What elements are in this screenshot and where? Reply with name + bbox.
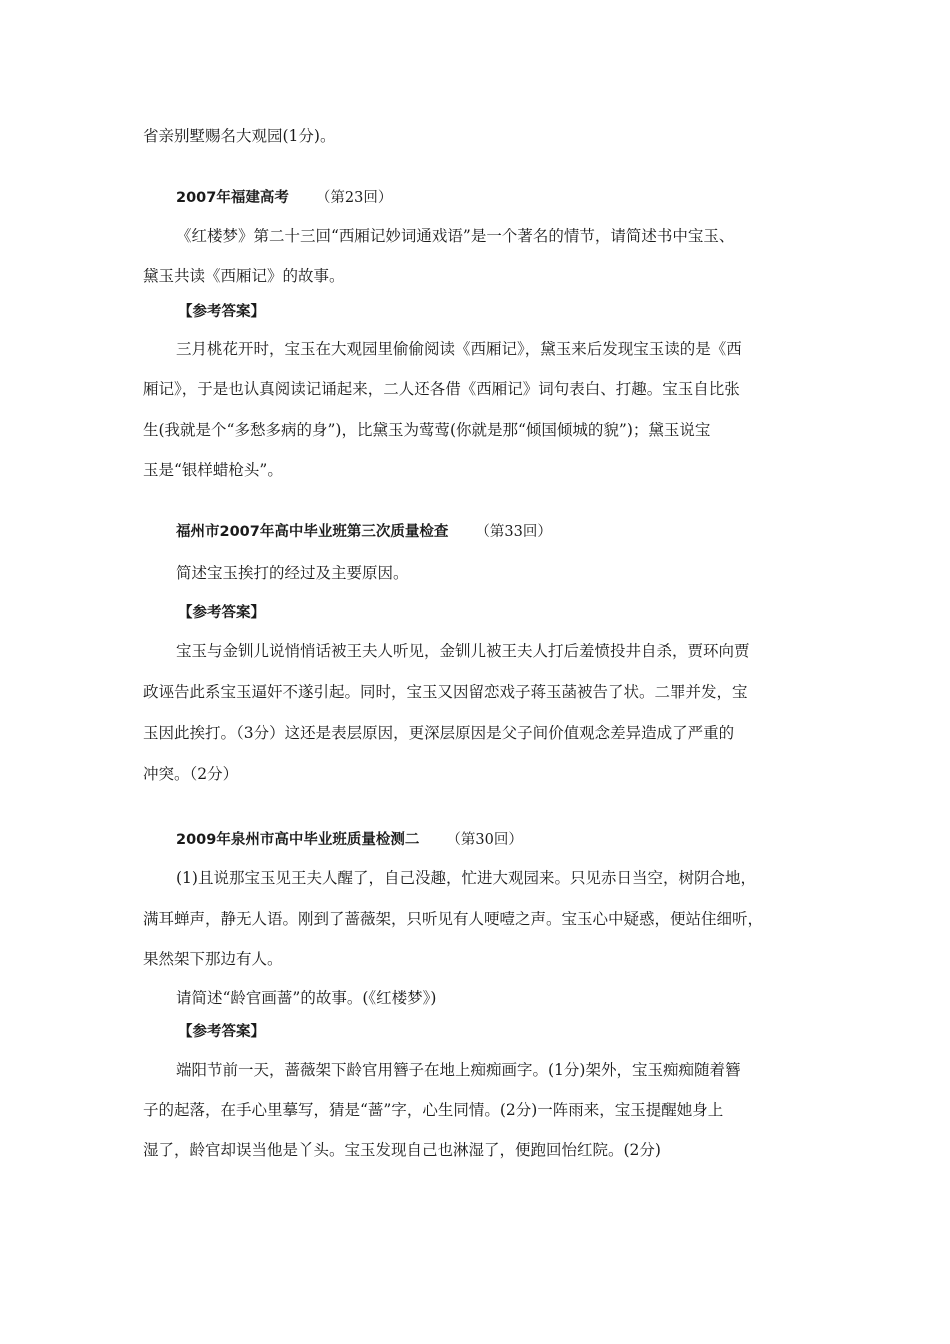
answer-label: 【参考答案】 bbox=[178, 304, 265, 320]
section-heading bbox=[176, 191, 392, 206]
answer-line: 子的起落，在手心里摹写，猜是“蔷”字，心生同情。(2分)一阵雨来，宝玉提醒她身上 bbox=[143, 1101, 724, 1119]
section-chapter: （第30回） bbox=[446, 832, 523, 848]
question-line: (1)且说那宝玉见王夫人醒了，自己没趣，忙进大观园来。只见赤日当空，树阴合地， bbox=[176, 869, 756, 887]
section-chapter: （第23回） bbox=[315, 190, 393, 206]
answer-label: 【参考答案】 bbox=[178, 1024, 265, 1040]
section-title: 2009年泉州市高中毕业班质量检测二 bbox=[176, 832, 420, 848]
answer-line: 厢记》，于是也认真阅读记诵起来，二人还各借《西厢记》词句表白、打趣。宝玉自比张 bbox=[143, 380, 740, 398]
answer-line: 宝玉与金钏儿说悄悄话被王夫人听见，金钏儿被王夫人打后羞愤投井自杀，贾环向贾 bbox=[176, 642, 750, 660]
question-line: 《红楼梦》第二十三回“西厢记妙词通戏语”是一个著名的情节，请简述书中宝玉、 bbox=[176, 227, 735, 245]
answer-line: 玉因此挨打。（3分）这还是表层原因，更深层原因是父子间价值观念差异造成了严重的 bbox=[143, 724, 735, 742]
answer-line: 玉是“银样蜡枪头”。 bbox=[143, 461, 283, 479]
question-line: 果然架下那边有人。 bbox=[143, 950, 283, 968]
answer-line: 冲突。（2分） bbox=[143, 765, 239, 783]
answer-line: 生(我就是个“多愁多病的身”)，比黛玉为莺莺(你就是那“倾国倾城的貌”)；黛玉说宝 bbox=[143, 421, 711, 439]
section-heading bbox=[176, 833, 523, 848]
section-chapter: （第33回） bbox=[475, 524, 552, 540]
answer-line: 湿了，龄官却误当他是丫头。宝玉发现自己也淋湿了，便跑回怡红院。(2分) bbox=[143, 1141, 661, 1159]
section-heading bbox=[176, 525, 552, 540]
answer-label: 【参考答案】 bbox=[178, 605, 265, 621]
question-line: 黛玉共读《西厢记》的故事。 bbox=[143, 267, 345, 285]
answer-line: 政诬告此系宝玉逼奸不遂引起。同时，宝玉又因留恋戏子蒋玉菡被告了状。二罪并发，宝 bbox=[143, 683, 748, 701]
question-line: 请简述“龄官画蔷”的故事。(《红楼梦》) bbox=[176, 989, 437, 1007]
question-line: 满耳蝉声，静无人语。刚到了蔷薇架，只听见有人哽噎之声。宝玉心中疑惑，便站住细听， bbox=[143, 910, 764, 928]
intro-tail: 省亲别墅赐名大观园(1分)。 bbox=[143, 127, 336, 145]
question-line: 简述宝玉挨打的经过及主要原因。 bbox=[176, 564, 409, 582]
answer-line: 三月桃花开时，宝玉在大观园里偷偷阅读《西厢记》，黛玉来后发现宝玉读的是《西 bbox=[176, 340, 742, 358]
answer-line: 端阳节前一天，蔷薇架下龄官用簪子在地上痴痴画字。(1分)架外，宝玉痴痴随着簪 bbox=[176, 1061, 741, 1079]
section-title: 福州市2007年高中毕业班第三次质量检查 bbox=[176, 524, 449, 540]
section-title: 2007年福建高考 bbox=[176, 190, 289, 206]
